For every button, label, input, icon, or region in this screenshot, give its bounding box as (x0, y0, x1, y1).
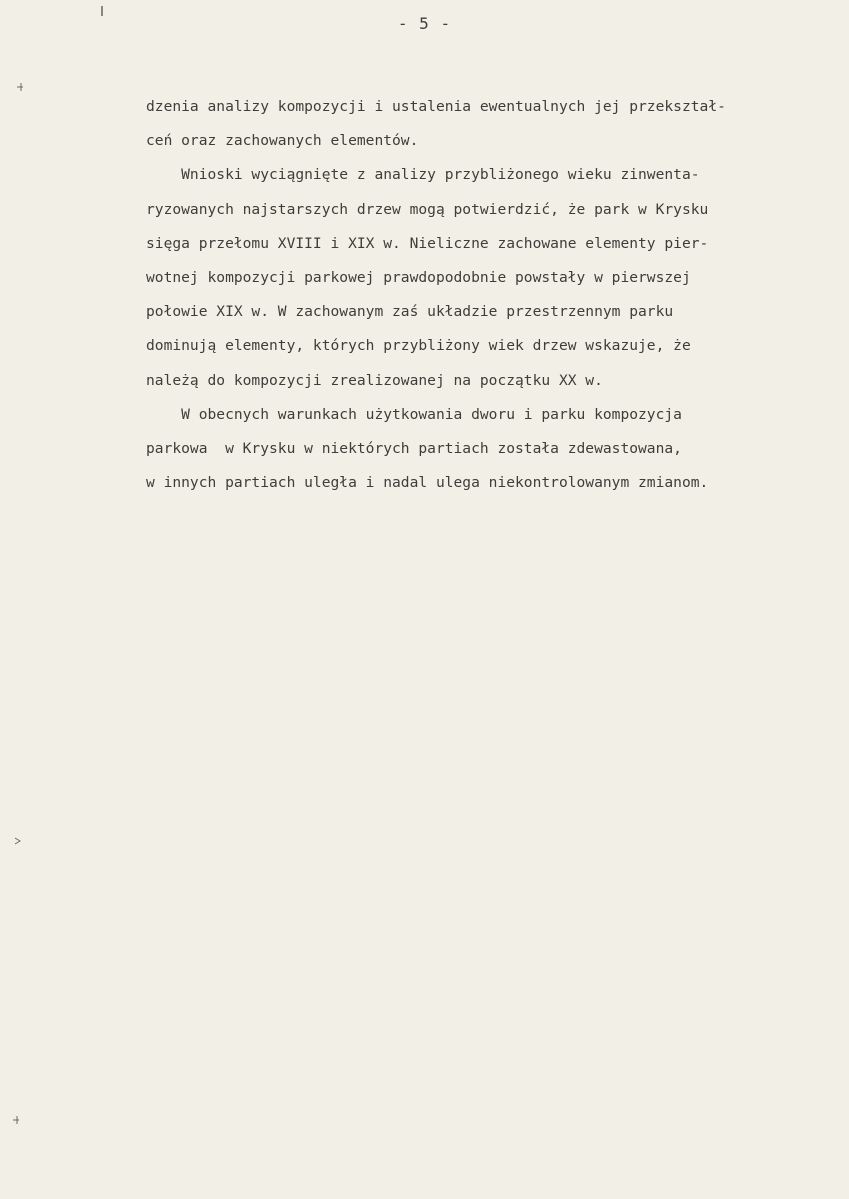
text-line: ceń oraz zachowanych elementów. (146, 132, 419, 150)
text-line: dominują elementy, których przybliżony wiek drzew wskazuje, że (146, 337, 691, 355)
page-number: - 5 - (397, 14, 452, 33)
margin-tick-mark (14, 835, 22, 845)
text-line: połowie XIX w. W zachowanym zaś układzie przestrzennym parku (146, 303, 674, 321)
text-line: Wnioski wyciągnięte z analizy przybliżonego wieku zinwenta- (146, 166, 700, 184)
text-line: w innych partiach uległa i nadal ulega niekontrolowanym zmianom. (146, 474, 709, 492)
text-line: należą do kompozycji zrealizowanej na początku XX w. (146, 371, 603, 389)
margin-tick-mark (12, 1115, 20, 1125)
text-line: W obecnych warunkach użytkowania dworu i parku kompozycja (146, 405, 682, 423)
text-line: sięga przełomu XVIII i XIX w. Nieliczne zachowane elementy pier- (146, 234, 709, 252)
text-line: dzenia analizy kompozycji i ustalenia ewentualnych jej przekształ- (146, 98, 726, 115)
margin-tick-mark (16, 82, 24, 92)
text-line: wotnej kompozycji parkowej prawdopodobnie powstały w pierwszej (146, 268, 691, 286)
text-line: ryzowanych najstarszych drzew mogą potwierdzić, że park w Krysku (146, 200, 709, 218)
text-line: parkowa w Krysku w niektórych partiach została zdewastowana, (146, 439, 682, 457)
body-text (146, 90, 846, 500)
